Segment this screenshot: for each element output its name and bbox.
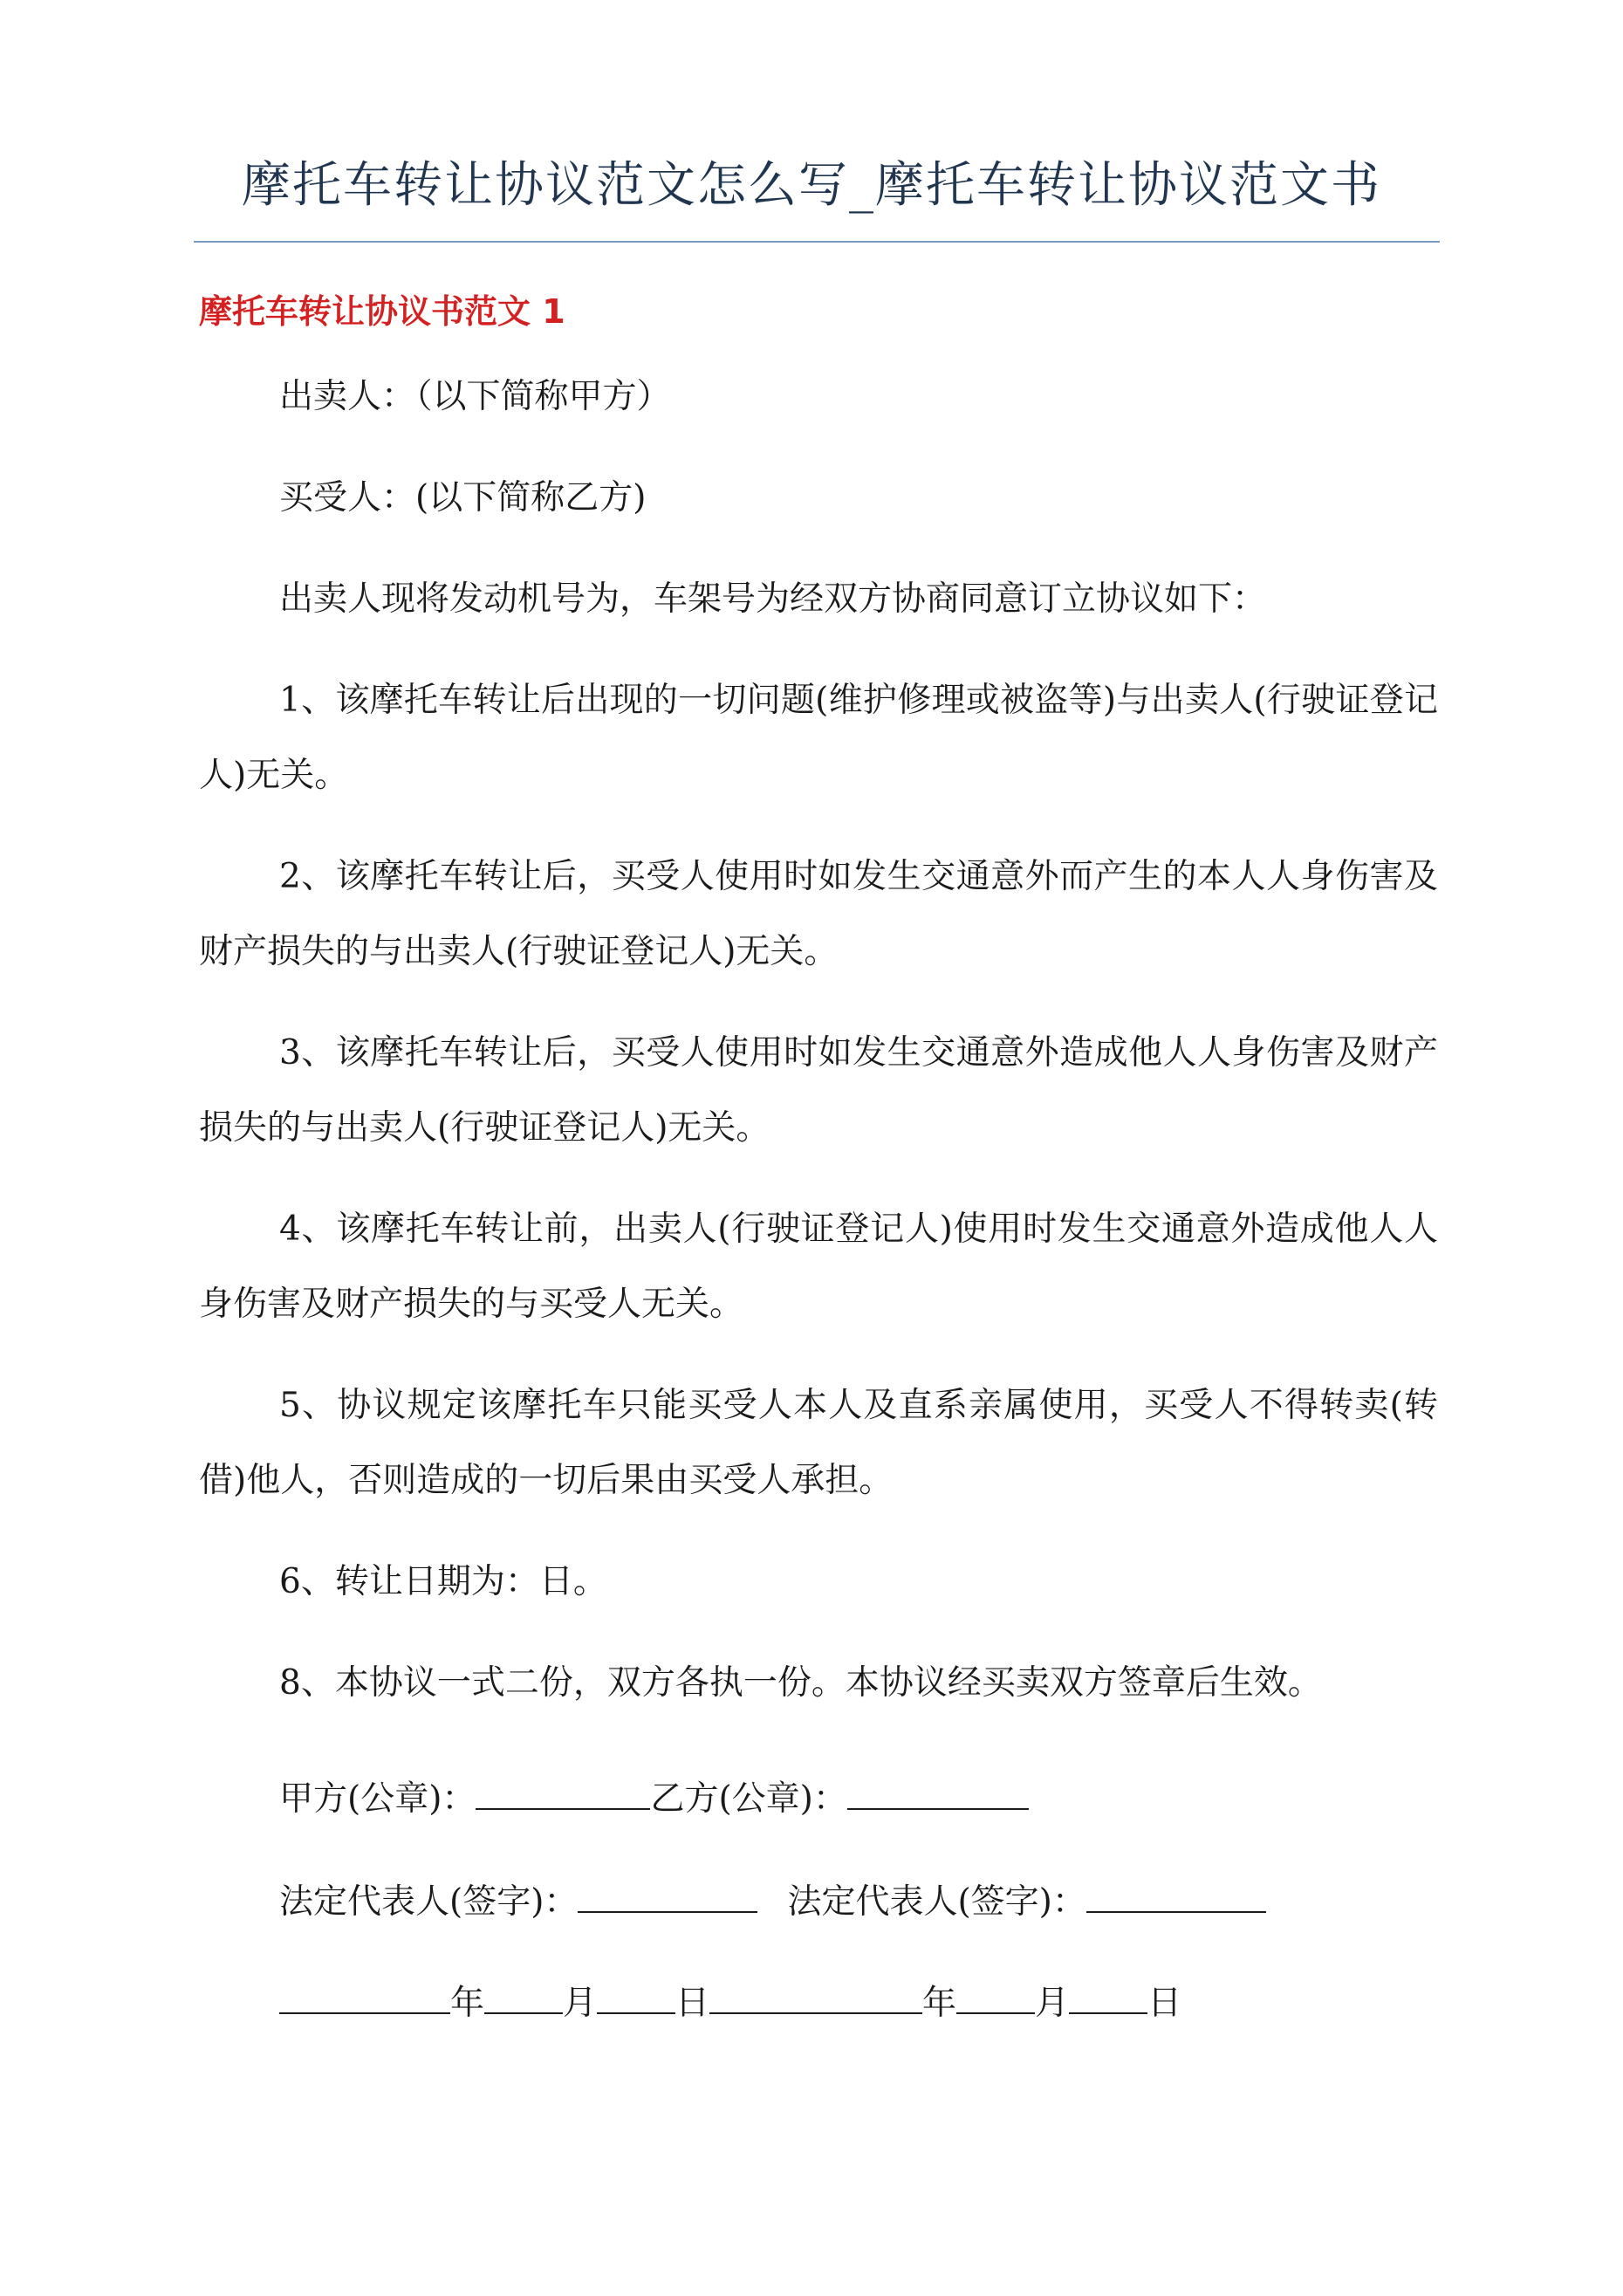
party-b-seal-blank xyxy=(847,1772,1029,1810)
rep-b-signature-blank xyxy=(1086,1874,1266,1913)
date-b-year-blank xyxy=(709,1976,922,2014)
paragraph-clause-1: 1、该摩托车转让后出现的一切问题(维护修理或被盗等)与出卖人(行驶证登记人)无关。 xyxy=(199,681,1438,795)
date-a-day-blank xyxy=(597,1976,675,2014)
date-b-day-blank xyxy=(1069,1976,1147,2014)
date-a-year-blank xyxy=(279,1976,450,2014)
title-divider xyxy=(194,241,1440,243)
rep-b-label: 法定代表人(签字)： xyxy=(787,1882,1086,1922)
date-b-month-label: 月 xyxy=(1035,1984,1070,2023)
paragraph-clause-4: 4、该摩托车转让前，出卖人(行驶证登记人)使用时发生交通意外造成他人人身伤害及财产损失的与买受人无关。 xyxy=(199,1210,1438,1324)
paragraph-clause-5: 5、协议规定该摩托车只能买受人本人及直系亲属使用，买受人不得转卖(转借)他人，否则造成的一切后果由买受人承担。 xyxy=(199,1386,1438,1500)
rep-a-signature-blank xyxy=(578,1874,757,1913)
rep-a-label: 法定代表人(签字)： xyxy=(279,1882,579,1922)
paragraph-seller: 出卖人：（以下简称甲方） xyxy=(279,377,671,416)
document-title: 摩托车转让协议范文怎么写_摩托车转让协议范文书 xyxy=(242,157,1381,214)
date-a-month-label: 月 xyxy=(563,1984,598,2023)
seal-line xyxy=(279,1772,1029,1826)
paragraph-intro: 出卖人现将发动机号为，车架号为经双方协商同意订立协议如下： xyxy=(279,579,1267,619)
date-line xyxy=(279,1976,1181,2030)
paragraph-clause-8: 8、本协议一式二份，双方各执一份。本协议经买卖双方签章后生效。 xyxy=(279,1663,1322,1703)
party-a-seal-label: 甲方(公章)： xyxy=(279,1779,476,1819)
section-heading: 摩托车转让协议书范文 1 xyxy=(199,292,565,331)
date-b-year-label: 年 xyxy=(922,1984,957,2023)
paragraph-clause-3: 3、该摩托车转让后，买受人使用时如发生交通意外造成他人人身伤害及财产损失的与出卖人(行驶证登记人)无关。 xyxy=(199,1033,1438,1148)
paragraph-buyer: 买受人：(以下简称乙方) xyxy=(279,478,647,517)
date-a-month-blank xyxy=(484,1976,563,2014)
date-b-day-label: 日 xyxy=(1147,1984,1182,2023)
date-a-year-label: 年 xyxy=(450,1984,485,2023)
date-a-day-label: 日 xyxy=(675,1984,710,2023)
date-b-month-blank xyxy=(956,1976,1035,2014)
party-b-seal-label: 乙方(公章)： xyxy=(650,1779,847,1819)
representative-line xyxy=(279,1874,1266,1929)
paragraph-clause-2: 2、该摩托车转让后，买受人使用时如发生交通意外而产生的本人人身伤害及财产损失的与出卖人(行驶证登记人)无关。 xyxy=(199,857,1438,971)
paragraph-clause-6: 6、转让日期为：日。 xyxy=(279,1562,607,1601)
party-a-seal-blank xyxy=(476,1772,650,1810)
